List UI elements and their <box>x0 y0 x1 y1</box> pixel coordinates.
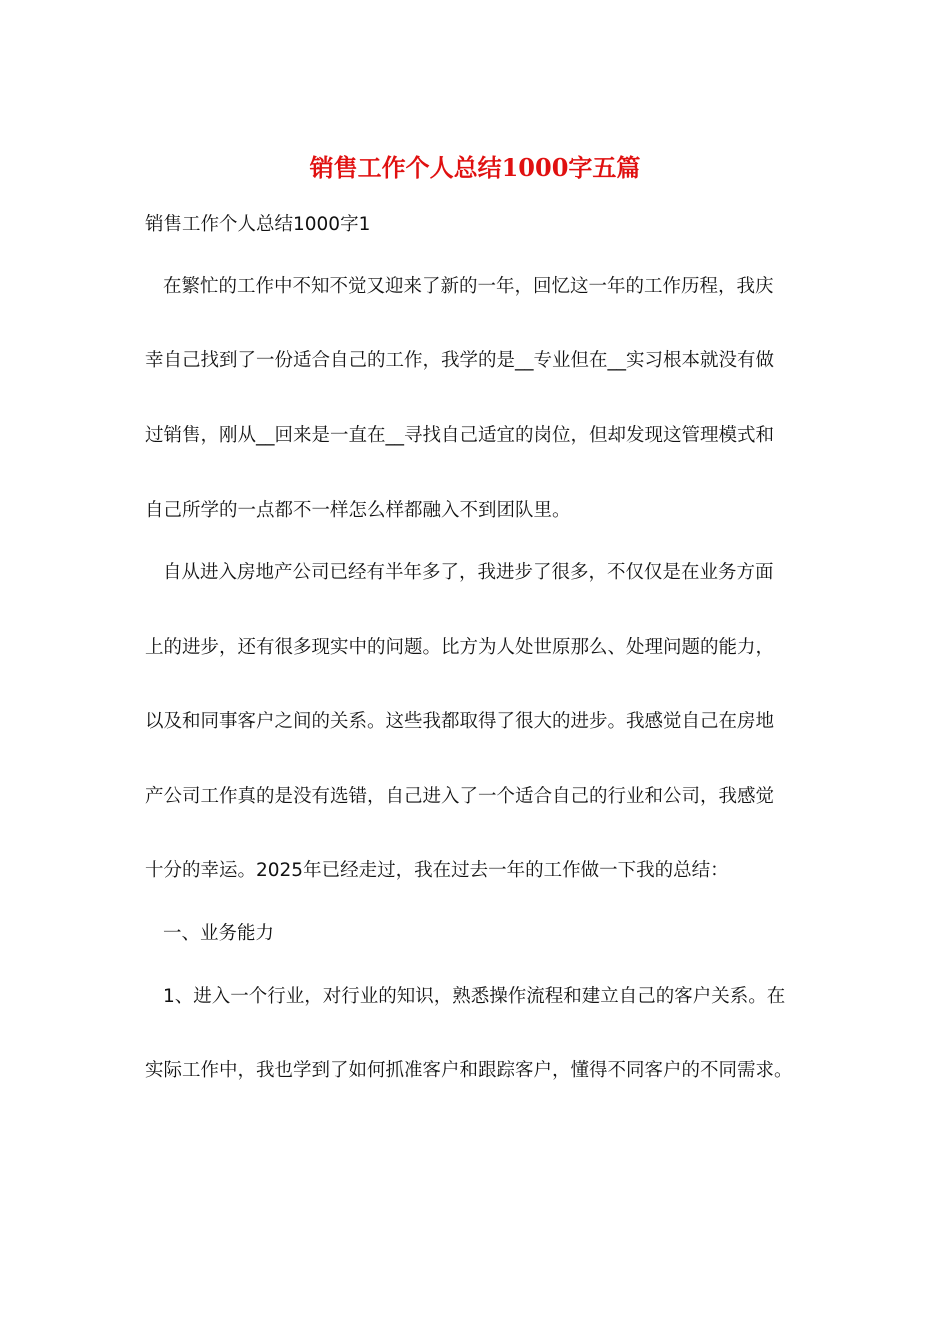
paragraph-line: 在繁忙的工作中不知不觉又迎来了新的一年，回忆这一年的工作历程，我庆 <box>163 276 774 297</box>
paragraph-line: 产公司工作真的是没有选错，自己进入了一个适合自己的行业和公司，我感觉 <box>145 786 775 807</box>
document-title: 销售工作个人总结1000字五篇 <box>309 153 641 182</box>
paragraph-line: 1、进入一个行业，对行业的知识，熟悉操作流程和建立自己的客户关系。在 <box>163 986 786 1007</box>
paragraph-line: 自从进入房地产公司已经有半年多了，我进步了很多，不仅仅是在业务方面 <box>163 562 774 583</box>
paragraph-line: 以及和同事客户之间的关系。这些我都取得了很大的进步。我感觉自己在房地 <box>145 711 775 732</box>
paragraph-line: 自己所学的一点都不一样怎么样都融入不到团队里。 <box>145 500 571 521</box>
section-heading: 销售工作个人总结1000字1 <box>145 214 371 235</box>
paragraph-line: 上的进步，还有很多现实中的问题。比方为人处世原那么、处理问题的能力， <box>145 637 775 658</box>
paragraph-line: 实际工作中，我也学到了如何抓准客户和跟踪客户，懂得不同客户的不同需求。 <box>145 1060 793 1081</box>
paragraph-line: 幸自己找到了一份适合自己的工作，我学的是__专业但在__实习根本就没有做 <box>145 350 775 371</box>
paragraph-line: 十分的幸运。2025年已经走过，我在过去一年的工作做一下我的总结： <box>145 860 729 881</box>
paragraph-line: 过销售，刚从__回来是一直在__寻找自己适宜的岗位，但却发现这管理模式和 <box>145 425 775 446</box>
section-heading: 一、业务能力 <box>163 923 275 944</box>
